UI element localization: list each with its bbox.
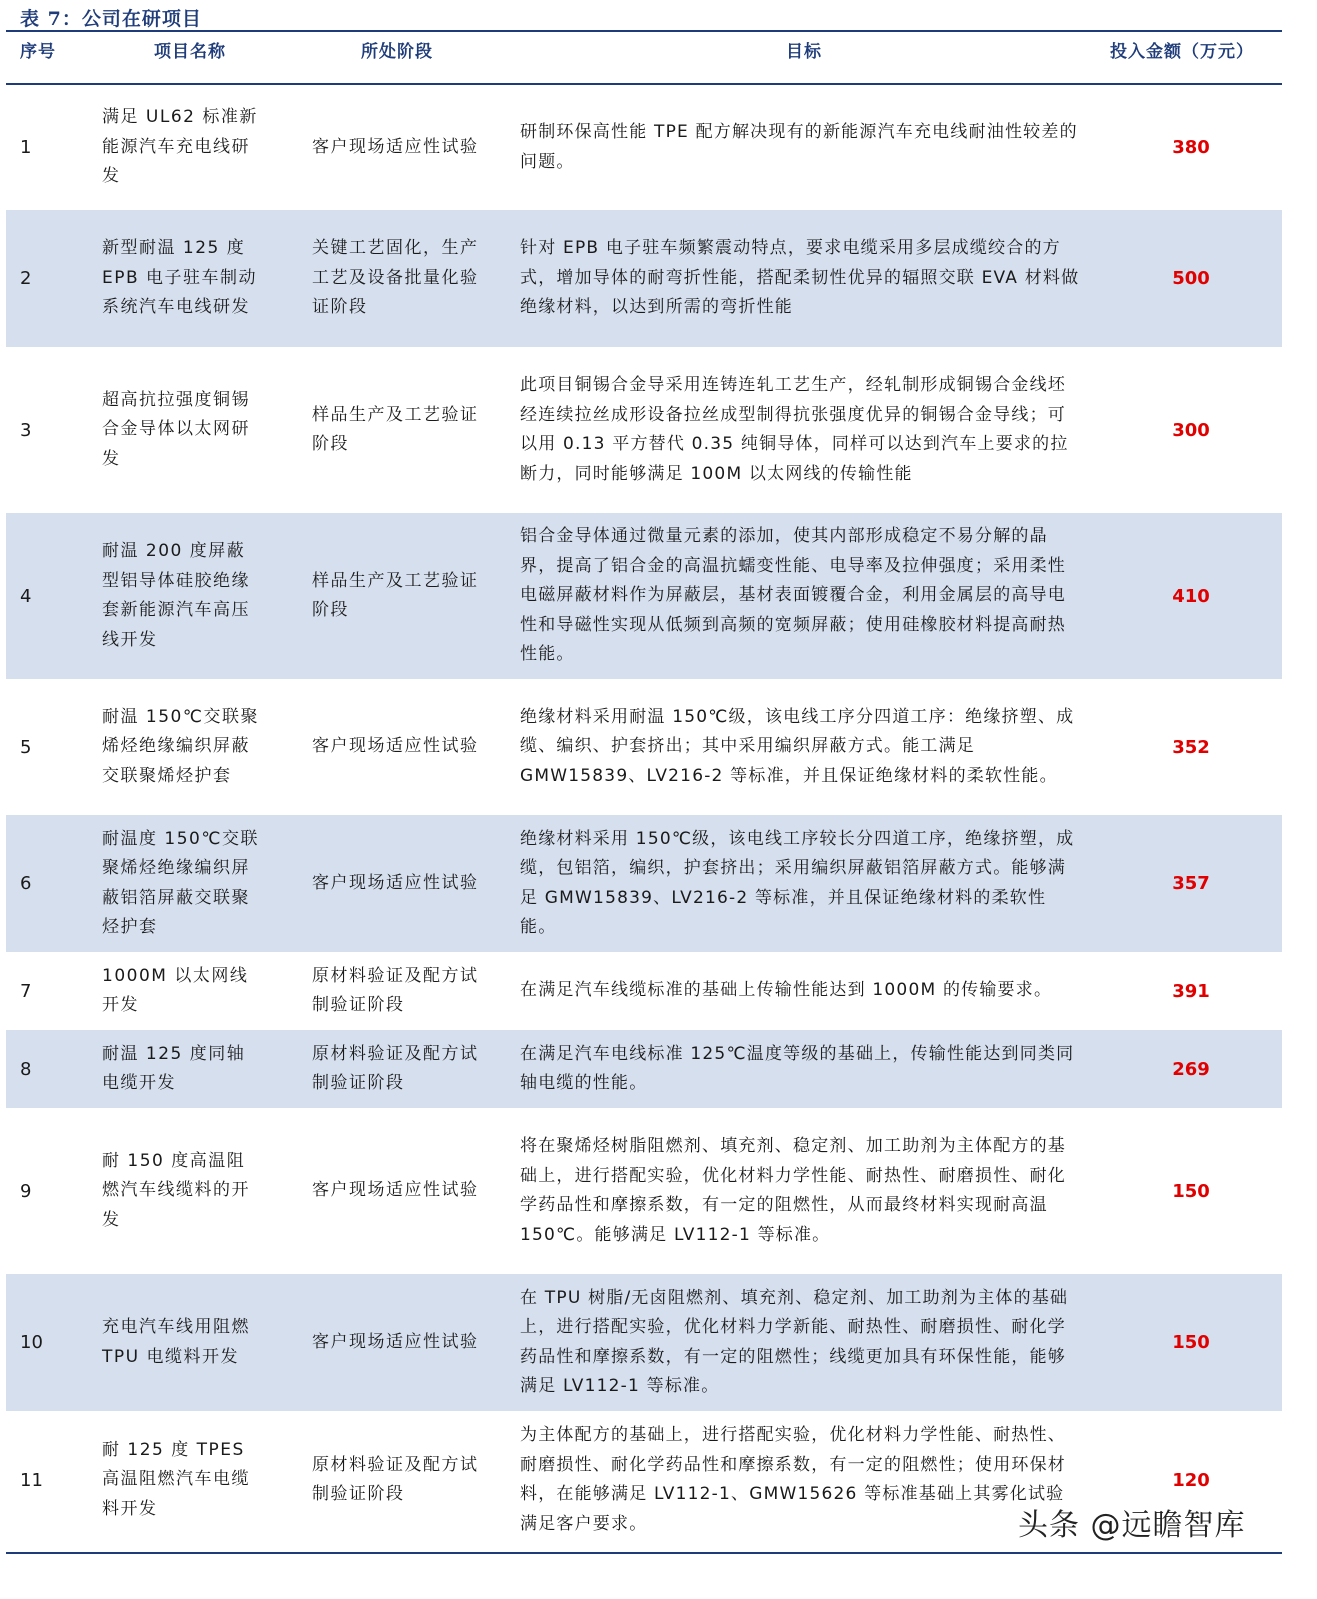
project-name: 新型耐温 125 度 EPB 电子驻车制动系统汽车电线研发: [102, 238, 258, 318]
project-goal: 研制环保高性能 TPE 配方解决现有的新能源汽车充电线耐油性较差的问题。: [520, 122, 1078, 172]
investment-amount: 380: [1172, 137, 1210, 158]
row-number: 3: [20, 419, 32, 441]
row-number: 11: [20, 1469, 43, 1491]
bottom-rule: [6, 1552, 1282, 1554]
project-stage: 客户现场适应性试验: [312, 736, 479, 757]
project-name: 耐温 125 度同轴电缆开发: [102, 1043, 246, 1093]
header-no: 序号: [20, 42, 56, 62]
table-row: [6, 85, 1282, 210]
project-stage: 原材料验证及配方试制验证阶段: [312, 1454, 479, 1504]
project-stage: 客户现场适应性试验: [312, 136, 479, 157]
project-goal: 将在聚烯烃树脂阻燃剂、填充剂、稳定剂、加工助剂为主体配方的基础上，进行搭配实验，优化材料力学性能、耐热性、耐磨损性、耐化学药品性和摩擦系数，有一定的阻燃性，从而最终材料实现耐高温 150℃。能够满足 LV112-1 等标准。: [520, 1136, 1066, 1245]
project-name: 1000M 以太网线开发: [102, 965, 249, 1015]
header-name: 项目名称: [154, 42, 226, 62]
table-row: [6, 347, 1282, 513]
project-stage: 原材料验证及配方试制验证阶段: [312, 1043, 479, 1093]
row-number: 10: [20, 1332, 43, 1353]
table-row: [6, 1030, 1282, 1108]
investment-amount: 120: [1172, 1469, 1210, 1491]
project-goal: 绝缘材料采用 150℃级，该电线工序较长分四道工序，绝缘挤塑，成缆，包铝箔，编织，护套挤出；采用编织屏蔽铝箔屏蔽方式。能够满足 GMW15839、LV216-2 等标准，并且保证绝缘材料的柔软性能。: [520, 828, 1075, 937]
investment-amount: 269: [1172, 1058, 1210, 1080]
project-name: 耐温 150℃交联聚烯烃绝缘编织屏蔽交联聚烯烃护套: [102, 706, 259, 786]
row-number: 1: [20, 137, 32, 158]
table-row: [6, 1108, 1282, 1274]
investment-amount: 352: [1172, 736, 1210, 758]
investment-amount: 150: [1172, 1180, 1210, 1202]
table-row: [6, 513, 1282, 679]
row-number: 2: [20, 268, 32, 289]
table-title: 表 7：公司在研项目: [20, 8, 202, 30]
investment-amount: 300: [1172, 419, 1210, 441]
project-goal: 在满足汽车电线标准 125℃温度等级的基础上，传输性能达到同类同轴电缆的性能。: [520, 1043, 1075, 1093]
header-goal: 目标: [786, 42, 822, 62]
header-stage: 所处阶段: [361, 42, 433, 62]
table-row: [6, 1274, 1282, 1411]
project-stage: 原材料验证及配方试制验证阶段: [312, 965, 479, 1015]
table-header: [6, 32, 1282, 83]
project-stage: 关键工艺固化，生产工艺及设备批量化验证阶段: [312, 238, 479, 318]
project-name: 耐 125 度 TPES 高温阻燃汽车电缆料开发: [102, 1439, 250, 1519]
project-goal: 在满足汽车线缆标准的基础上传输性能达到 1000M 的传输要求。: [520, 980, 1053, 1001]
project-stage: 样品生产及工艺验证阶段: [312, 570, 479, 620]
project-goal: 此项目铜锡合金导采用连铸连轧工艺生产，经轧制形成铜锡合金线坯经连续拉丝成形设备拉丝成型制得抗张强度优异的铜锡合金导线；可以用 0.13 平方替代 0.35 纯铜导体，同样可以达到汽车上要求的拉断力，同时能够满足 100M 以太网线的传输性能: [520, 375, 1069, 484]
investment-amount: 357: [1172, 873, 1210, 894]
investment-amount: 500: [1172, 268, 1210, 289]
investment-amount: 410: [1172, 585, 1210, 607]
row-number: 7: [20, 980, 32, 1002]
table-row: [6, 952, 1282, 1030]
project-stage: 样品生产及工艺验证阶段: [312, 404, 479, 454]
investment-amount: 391: [1172, 980, 1210, 1002]
project-goal: 在 TPU 树脂/无卤阻燃剂、填充剂、稳定剂、加工助剂为主体的基础上，进行搭配实验，优化材料力学新能、耐热性、耐磨损性、耐化学药品性和摩擦系数，有一定的阻燃性；线缆更加具有环保性能，能够满足 LV112-1 等标准。: [520, 1287, 1069, 1396]
project-goal: 绝缘材料采用耐温 150℃级，该电线工序分四道工序：绝缘挤塑、成缆、编织、护套挤出；其中采用编织屏蔽方式。能工满足 GMW15839、LV216-2 等标准，并且保证绝缘材料的柔软性能。: [520, 706, 1075, 786]
row-number: 8: [20, 1058, 32, 1080]
table-row: [6, 679, 1282, 815]
investment-amount: 150: [1172, 1332, 1210, 1353]
project-name: 充电汽车线用阻燃 TPU 电缆料开发: [102, 1317, 250, 1367]
table-row: [6, 815, 1282, 952]
project-name: 满足 UL62 标准新能源汽车充电线研发: [102, 107, 258, 187]
row-number: 5: [20, 736, 32, 758]
row-number: 4: [20, 585, 32, 607]
project-stage: 客户现场适应性试验: [312, 1331, 479, 1352]
table-row: [6, 210, 1282, 347]
row-number: 6: [20, 873, 32, 894]
project-stage: 客户现场适应性试验: [312, 1180, 479, 1201]
project-name: 耐温度 150℃交联聚烯烃绝缘编织屏蔽铝箔屏蔽交联聚烃护套: [102, 828, 259, 937]
project-name: 耐 150 度高温阻燃汽车线缆料的开发: [102, 1150, 250, 1230]
project-goal: 铝合金导体通过微量元素的添加，使其内部形成稳定不易分解的晶界，提高了铝合金的高温抗蠕变性能、电导率及拉伸强度；采用柔性电磁屏蔽材料作为屏蔽层，基材表面镀覆合金，利用金属层的高导电性和导磁性实现从低频到高频的宽频屏蔽；使用硅橡胶材料提高耐热性能。: [520, 526, 1066, 665]
project-name: 耐温 200 度屏蔽型铝导体硅胶绝缘套新能源汽车高压线开发: [102, 541, 250, 650]
project-goal: 针对 EPB 电子驻车频繁震动特点，要求电缆采用多层成缆绞合的方式，增加导体的耐弯折性能，搭配柔韧性优异的辐照交联 EVA 材料做绝缘材料，以达到所需的弯折性能: [520, 238, 1080, 318]
row-number: 9: [20, 1180, 32, 1202]
watermark: 头条 @远瞻智库: [1018, 1508, 1246, 1543]
project-goal: 为主体配方的基础上，进行搭配实验，优化材料力学性能、耐热性、耐磨损性、耐化学药品性和摩擦系数，有一定的阻燃性；使用环保材料，在能够满足 LV112-1、GMW15626 等标准基础上其雾化试验满足客户要求。: [520, 1425, 1066, 1534]
project-stage: 客户现场适应性试验: [312, 872, 479, 893]
header-amount: 投入金额（万元）: [1110, 42, 1254, 62]
project-name: 超高抗拉强度铜锡合金导体以太网研发: [102, 389, 250, 469]
